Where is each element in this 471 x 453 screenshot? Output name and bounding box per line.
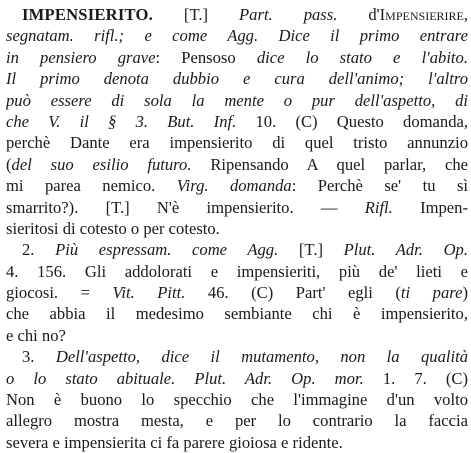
text-run: ti pare <box>400 283 463 303</box>
text-run: : Perchè se' tu sì <box>291 176 468 196</box>
text-run: del suo esilio futuro. <box>11 154 192 174</box>
text-run: 4. 156. Gli addolorati e impensieriti, più de' lieti e <box>6 261 468 281</box>
text-line <box>6 154 468 175</box>
text-run: Impensierire, <box>379 5 468 24</box>
text-run: [T.] <box>278 240 344 260</box>
text-run: Più espressam. come Agg. <box>55 240 279 260</box>
text-run: d' <box>337 5 380 24</box>
text-line <box>6 197 468 218</box>
text-run: ) <box>462 283 468 303</box>
text-line <box>6 132 468 153</box>
text-line <box>6 239 468 260</box>
text-run: ( <box>6 154 12 174</box>
text-run: Il primo denota dubbio e cura dell'animo; l'altro <box>6 69 468 89</box>
text-line <box>6 4 468 25</box>
text-line <box>6 432 468 453</box>
text-run: che abbia il medesimo sembiante chi è impensierito, <box>6 304 468 324</box>
text-run: sieritosi di cotesto o per cotesto. <box>6 218 220 238</box>
text-run: Virg. domanda <box>176 176 292 196</box>
text-run: severa e impensierita ci fa parere gioiosa e ridente. <box>6 432 343 452</box>
dictionary-entry <box>6 4 468 453</box>
text-run: Impen- <box>392 197 468 217</box>
text-line <box>6 389 468 410</box>
text-line <box>6 68 468 89</box>
text-run: : Pensoso <box>155 47 257 67</box>
text-line <box>6 111 468 132</box>
text-run: Non è buono lo specchio che l'immagine d'un volto <box>6 390 468 410</box>
text-line <box>6 25 468 46</box>
headword: IMPENSIERITO. <box>22 5 153 24</box>
text-line <box>6 325 468 346</box>
text-run: Plut. Adr. Op. <box>343 240 468 260</box>
text-line <box>6 282 468 303</box>
text-run: giocosi. = <box>6 283 113 303</box>
text-run: dice lo stato e l'abito. <box>256 47 468 67</box>
text-line <box>6 218 468 239</box>
text-run: Dell'aspetto, dice il mutamento, non la qualità <box>55 347 468 367</box>
text-run: smarrito?). [T.] N'è impensierito. — <box>6 197 365 217</box>
text-run: 1. 7. (C) <box>363 368 468 388</box>
text-run: 46. (C) Part' egli ( <box>185 283 401 303</box>
text-run: Rifl. <box>364 197 393 217</box>
text-run: Vit. Pitt. <box>112 283 186 303</box>
text-run: può essere di sola la mente o pur dell'aspetto, di <box>6 90 468 110</box>
text-run: Part. pass. <box>239 5 338 24</box>
text-line <box>6 410 468 431</box>
text-run: in pensiero grave <box>6 47 156 67</box>
text-run: 2. <box>22 240 56 260</box>
text-run: But. Inf. <box>167 111 237 131</box>
text-run <box>148 112 167 131</box>
text-run: allegro mostra mesta, e per lo contrario la faccia <box>6 411 468 431</box>
text-line <box>6 303 468 324</box>
text-run: Ripensando A quel parlar, che <box>191 154 468 174</box>
text-run: segnatam. rifl.; e come Agg. Dice il primo entrare <box>6 26 468 46</box>
text-line <box>6 368 468 389</box>
text-line <box>6 175 468 196</box>
text-line <box>6 346 468 367</box>
text-run: mi parea nemico. <box>6 176 177 196</box>
text-run: e chi no? <box>6 325 66 345</box>
text-line <box>6 261 468 282</box>
text-line <box>6 90 468 111</box>
text-run: o lo stato abituale. Plut. Adr. Op. mor. <box>6 368 364 388</box>
text-run: 10. (C) Questo domanda, <box>236 111 468 131</box>
text-run: che V. il § 3. <box>6 111 149 131</box>
text-run: 3. <box>22 347 56 367</box>
text-run: [T.] <box>152 5 240 24</box>
text-line <box>6 47 468 68</box>
text-run: perchè Dante era impensierito di quel tristo annunzio <box>6 133 468 153</box>
